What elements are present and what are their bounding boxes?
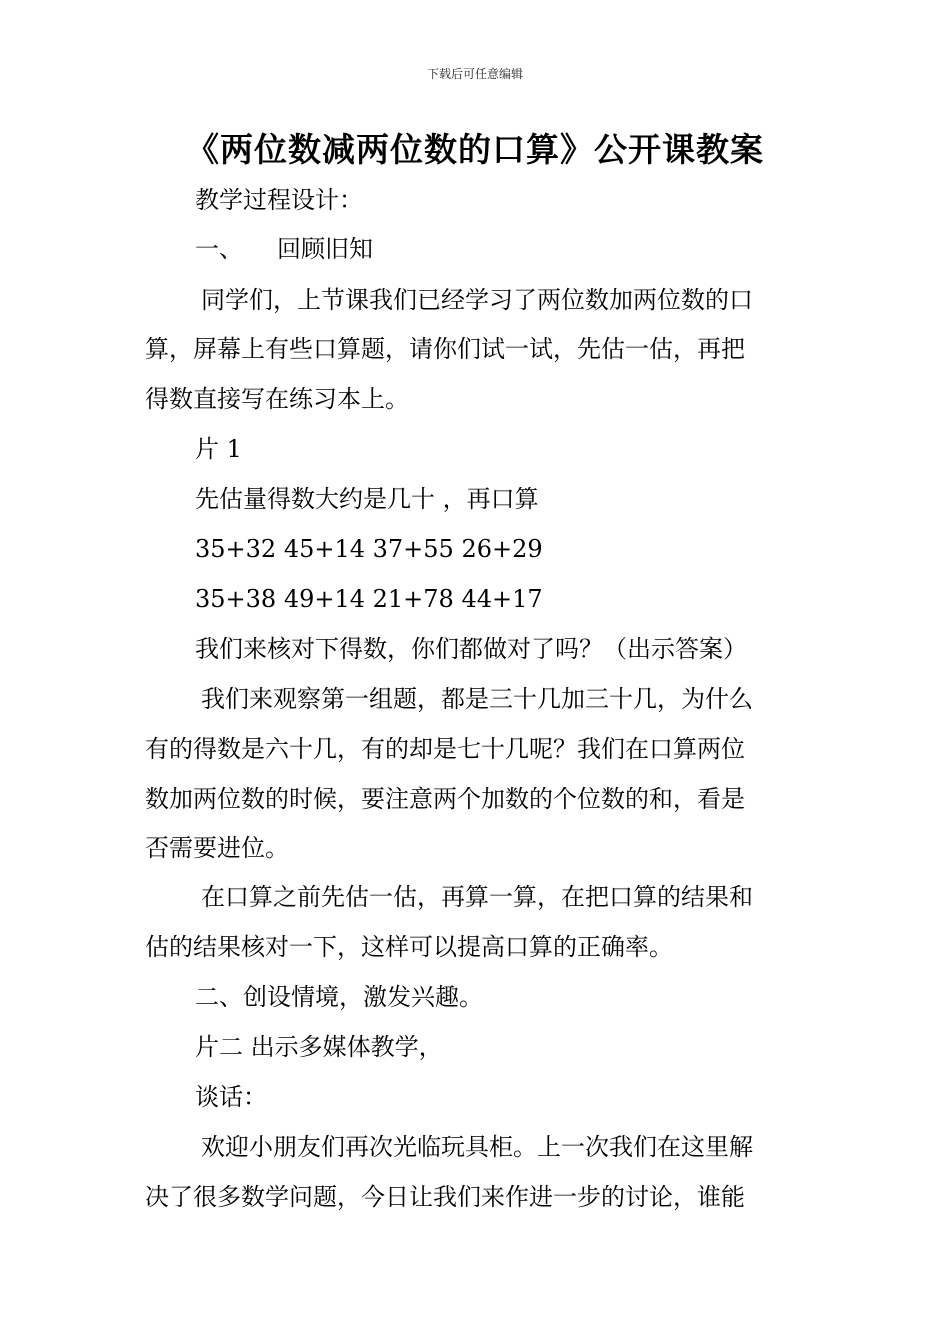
paragraph-line: 同学们，上节课我们已经学习了两位数加两位数的口: [201, 286, 753, 314]
header-note: 下载后可任意编辑: [426, 67, 523, 81]
paragraph-line: 估的结果核对一下，这样可以提高口算的正确率。: [145, 933, 673, 961]
paragraph-line: 算，屏幕上有些口算题，请你们试一试，先估一估，再把: [145, 335, 745, 363]
slide-label: 片二 出示多媒体教学，: [195, 1033, 443, 1061]
paragraph-line: 有的得数是六十几，有的却是七十几呢？我们在口算两位: [145, 735, 745, 763]
exercise-row: 35+38 49+14 21+78 44+17: [195, 585, 543, 613]
slide-label: 片 1: [195, 435, 242, 463]
section-heading-text: 回顾旧知: [277, 235, 373, 263]
section-heading: [195, 233, 373, 265]
paragraph-line: 在口算之前先估一估，再算一算，在把口算的结果和: [201, 883, 753, 911]
paragraph-line: 我们来观察第一组题，都是三十几加三十几，为什么: [201, 685, 753, 713]
paragraph-line: 欢迎小朋友们再次光临玩具柜。上一次我们在这里解: [201, 1133, 753, 1161]
exercise-row: 35+32 45+14 37+55 26+29: [195, 535, 543, 563]
paragraph-line: 决了很多数学问题，今日让我们来作进一步的讨论，谁能: [145, 1183, 745, 1211]
paragraph-line: 数加两位数的时候，要注意两个加数的个位数的和，看是: [145, 785, 745, 813]
section-heading: 二、创设情境，激发兴趣。: [195, 983, 483, 1011]
paragraph-line: 否需要进位。: [145, 834, 289, 862]
paragraph-line: 谈话：: [195, 1083, 267, 1111]
page-title: 《两位数减两位数的口算》公开课教案: [186, 130, 764, 169]
paragraph-line: 我们来核对下得数，你们都做对了吗？（出示答案）: [195, 635, 747, 663]
section-number: 一、: [195, 235, 243, 263]
paragraph-line: 得数直接写在练习本上。: [145, 385, 409, 413]
instruction-line: 先估量得数大约是几十 ，再口算: [195, 485, 539, 513]
section-label: 教学过程设计：: [195, 186, 363, 214]
